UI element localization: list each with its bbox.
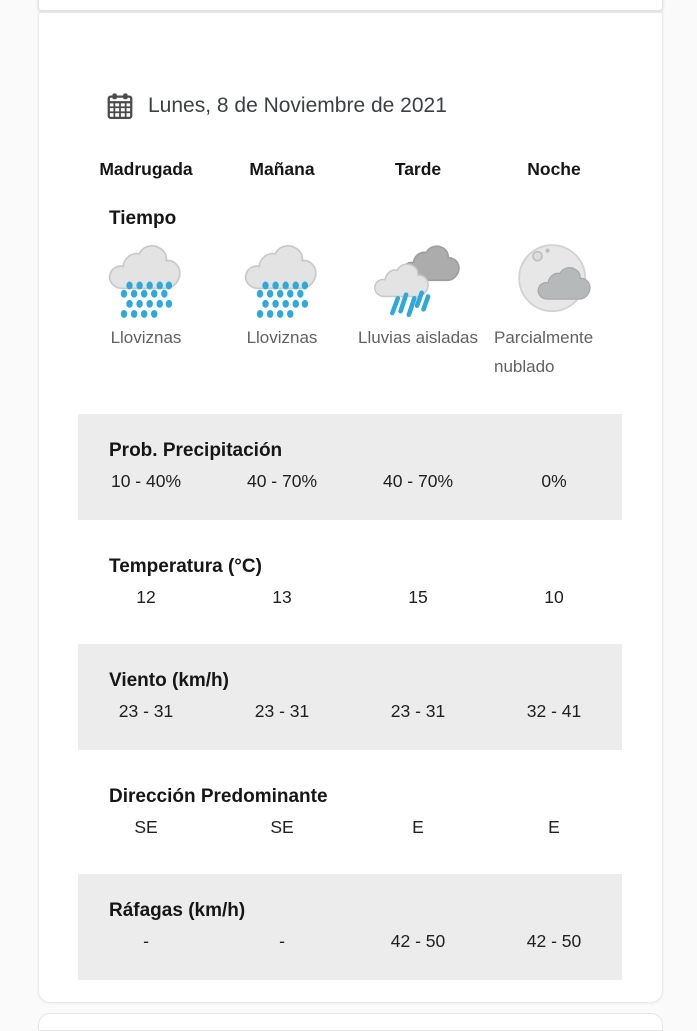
section-label: Viento (km/h) — [109, 670, 229, 691]
column-header-tarde: Tarde — [394, 159, 442, 179]
section-label-tiempo: Tiempo — [109, 208, 177, 229]
weather-icons-row — [78, 236, 622, 324]
section-label: Prob. Precipitación — [109, 440, 283, 461]
column-header-manana: Mañana — [249, 159, 315, 179]
value-cell: E — [412, 817, 424, 837]
value-cell: 42 - 50 — [390, 931, 446, 951]
drizzle-cloud-icon — [238, 236, 326, 324]
daily-forecast-card — [38, 12, 663, 1003]
weather-condition-label: Lluvias aisladas — [358, 328, 479, 347]
section-label: Dirección Predominante — [109, 786, 328, 807]
column-headers — [78, 159, 622, 180]
weather-labels-row — [78, 324, 622, 384]
value-cell: 23 - 31 — [118, 701, 174, 721]
weather-label-cell — [486, 324, 622, 384]
previous-card-edge — [38, 0, 663, 11]
calendar-icon — [105, 91, 135, 121]
value-cell: 40 - 70% — [246, 471, 318, 491]
value-cell: 40 - 70% — [382, 471, 454, 491]
partly-cloudy-night-icon — [510, 236, 598, 324]
column-header-madrugada: Madrugada — [99, 159, 193, 179]
next-card-edge — [38, 1013, 663, 1031]
value-cell: E — [548, 817, 560, 837]
section-temperatura-c — [78, 520, 622, 644]
detail-sections — [39, 414, 662, 980]
weather-label-cell — [214, 324, 350, 384]
value-cell: 42 - 50 — [526, 931, 582, 951]
value-cell: 10 - 40% — [110, 471, 182, 491]
value-cell: - — [143, 931, 149, 951]
section-values — [78, 931, 622, 951]
drizzle-cloud-icon — [102, 236, 190, 324]
weather-label-cell — [78, 324, 214, 384]
value-cell: 23 - 31 — [254, 701, 310, 721]
value-cell: 0% — [541, 471, 567, 491]
weather-condition-label: Lloviznas — [246, 328, 318, 347]
value-cell: - — [279, 931, 285, 951]
section-direccion-predominante — [78, 750, 622, 874]
value-cell: 32 - 41 — [526, 701, 582, 721]
section-prob-precipitacion — [78, 414, 622, 520]
date-text: Lunes, 8 de Noviembre de 2021 — [148, 94, 447, 117]
value-cell: SE — [134, 817, 158, 837]
section-values — [78, 701, 622, 721]
value-cell: 12 — [136, 587, 156, 607]
weather-condition-label: Parcialmente nublado — [494, 328, 594, 376]
section-label: Ráfagas (km/h) — [109, 900, 246, 921]
section-values — [78, 817, 622, 837]
value-cell: SE — [270, 817, 294, 837]
weather-label-cell — [350, 324, 486, 384]
column-header-noche: Noche — [527, 159, 581, 179]
date-header — [105, 91, 662, 121]
value-cell: 13 — [272, 587, 292, 607]
section-rafagas-km-h — [78, 874, 622, 980]
section-viento-km-h — [78, 644, 622, 750]
section-values — [78, 587, 622, 607]
value-cell: 10 — [544, 587, 564, 607]
value-cell: 23 - 31 — [390, 701, 446, 721]
value-cell: 15 — [408, 587, 428, 607]
section-label: Temperatura (°C) — [109, 556, 262, 577]
weather-condition-label: Lloviznas — [110, 328, 182, 347]
section-values — [78, 471, 622, 491]
isolated-rain-icon — [374, 236, 462, 324]
